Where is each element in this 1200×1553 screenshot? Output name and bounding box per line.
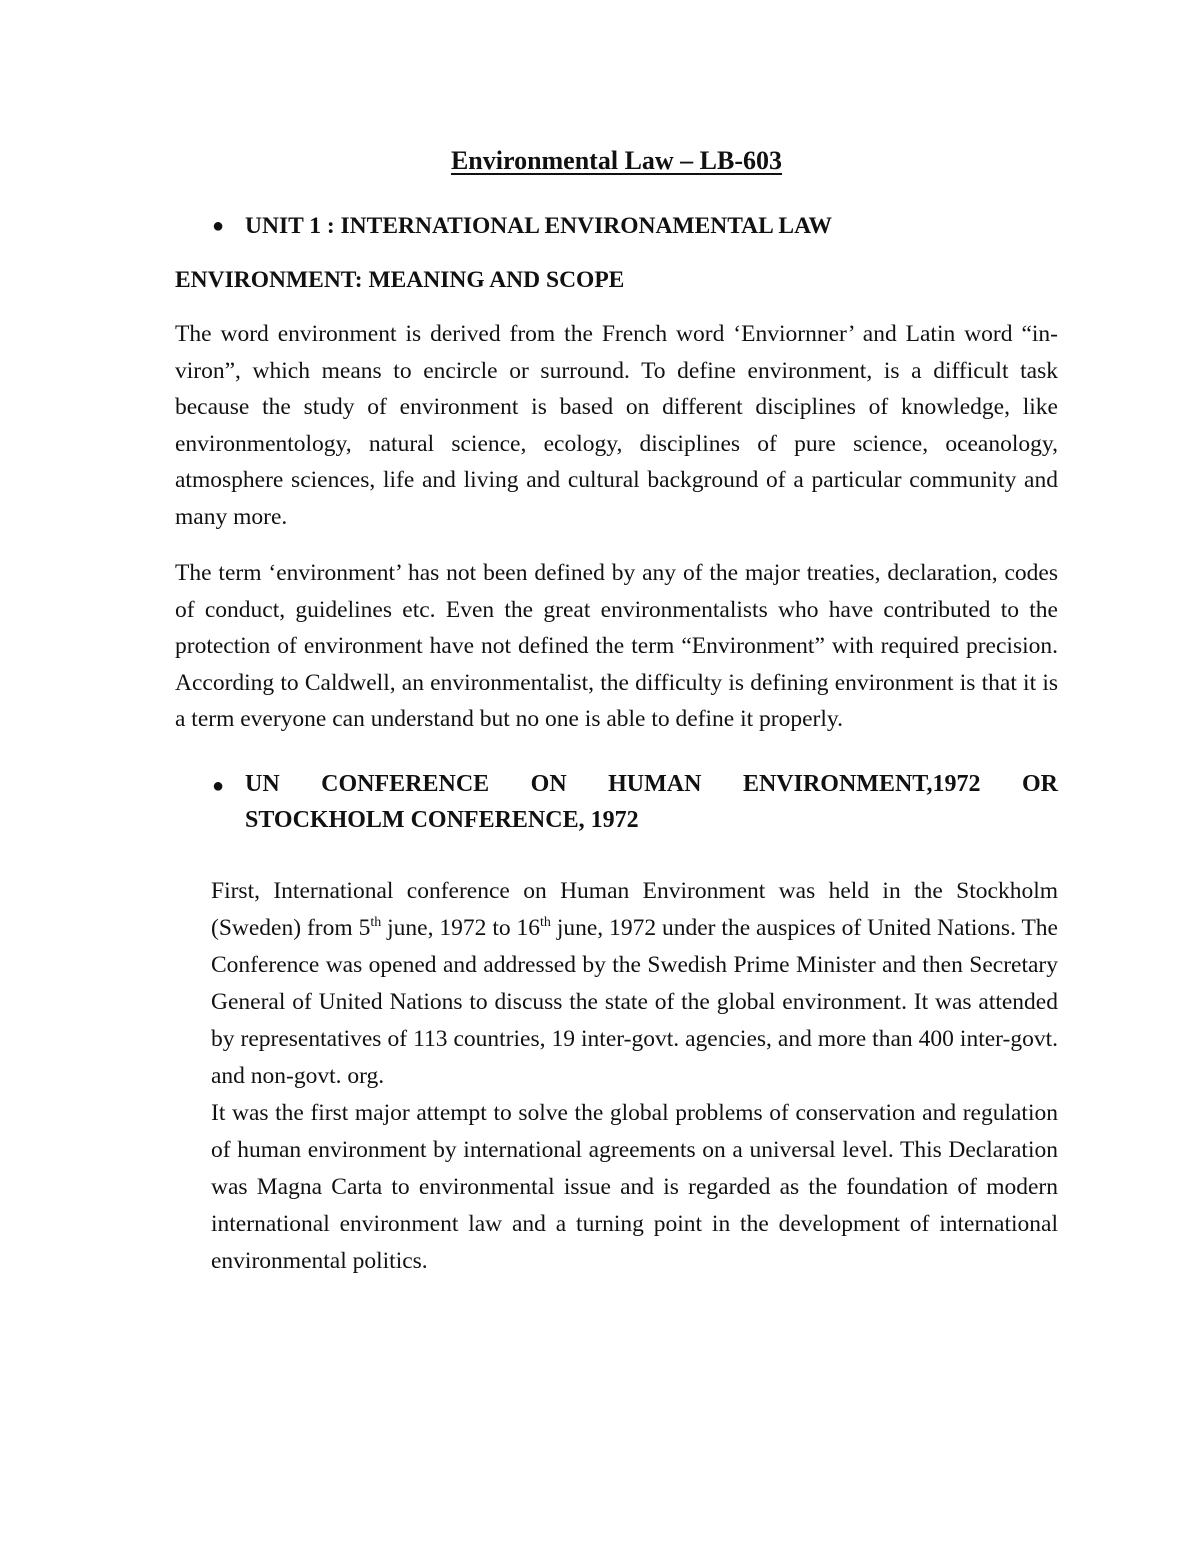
unit-heading xyxy=(175,208,1058,244)
paragraph-significance: It was the first major attempt to solve the global problems of conservation and regulation of human environment by international agreements on a universal level. This Declaration was Magna Carta to environmental issue and is regarded as the foundation of modern international environment law and a turning point in the development of international environmental politics. xyxy=(211,1099,1058,1274)
bullet-icon: ● xyxy=(212,774,225,797)
paragraph-stockholm-part2: june, 1972 to 16 xyxy=(381,914,541,941)
paragraph-definition: The term ‘environment’ has not been defined by any of the major treaties, declaration, codes of conduct, guidelines etc. Even the great environmentalists who have contributed to the protection of environment have not defined the term “Environment” with required precision. According to Caldwell, an environmentalist, the difficulty is defining environment is that it is a term everyone can understand but no one is able to define it properly. xyxy=(175,560,1058,732)
conference-heading-line2: STOCKHOLM CONFERENCE, 1972 xyxy=(245,807,639,833)
bullet-icon: ● xyxy=(212,215,225,237)
paragraph-stockholm xyxy=(211,873,1058,1095)
section-heading: ENVIRONMENT: MEANING AND SCOPE xyxy=(175,267,625,293)
superscript-th: th xyxy=(540,914,551,930)
paragraph-stockholm-part1: First, International conference on Human Environment was held in the Stockholm (Sweden) from 5 xyxy=(211,877,1058,941)
conference-heading-line1: UN CONFERENCE ON HUMAN ENVIRONMENT,1972 OR xyxy=(245,770,1058,797)
conference-heading xyxy=(175,766,1058,839)
superscript-th: th xyxy=(370,914,382,930)
paragraph-meaning: The word environment is derived from the French word ‘Enviornner’ and Latin word “in-viron”, which means to encircle or surround. To define environment, is a difficult task because the study of environment is based on different disciplines of knowledge, like environmentology, natural science, ecology, disciplines of pure science, oceanology, atmosphere sciences, life and living and cultural background of a particular community and many more. xyxy=(175,321,1058,530)
document-page xyxy=(175,140,1058,1280)
conference-body xyxy=(175,873,1058,1280)
unit-heading-text: UNIT 1 : INTERNATIONAL ENVIRONAMENTAL LAW xyxy=(245,213,832,239)
document-title: Environmental Law – LB-603 xyxy=(450,146,783,175)
paragraph-stockholm-part3: june, 1972 under the auspices of United Nations. The Conference was opened and addressed by the Swedish Prime Minister and then Secretary General of United Nations to discuss the state of the global environment. It was attended by representatives of 113 countries, 19 inter-govt. agencies, and more than 400 inter-govt. and non-govt. org. xyxy=(211,914,1058,1089)
